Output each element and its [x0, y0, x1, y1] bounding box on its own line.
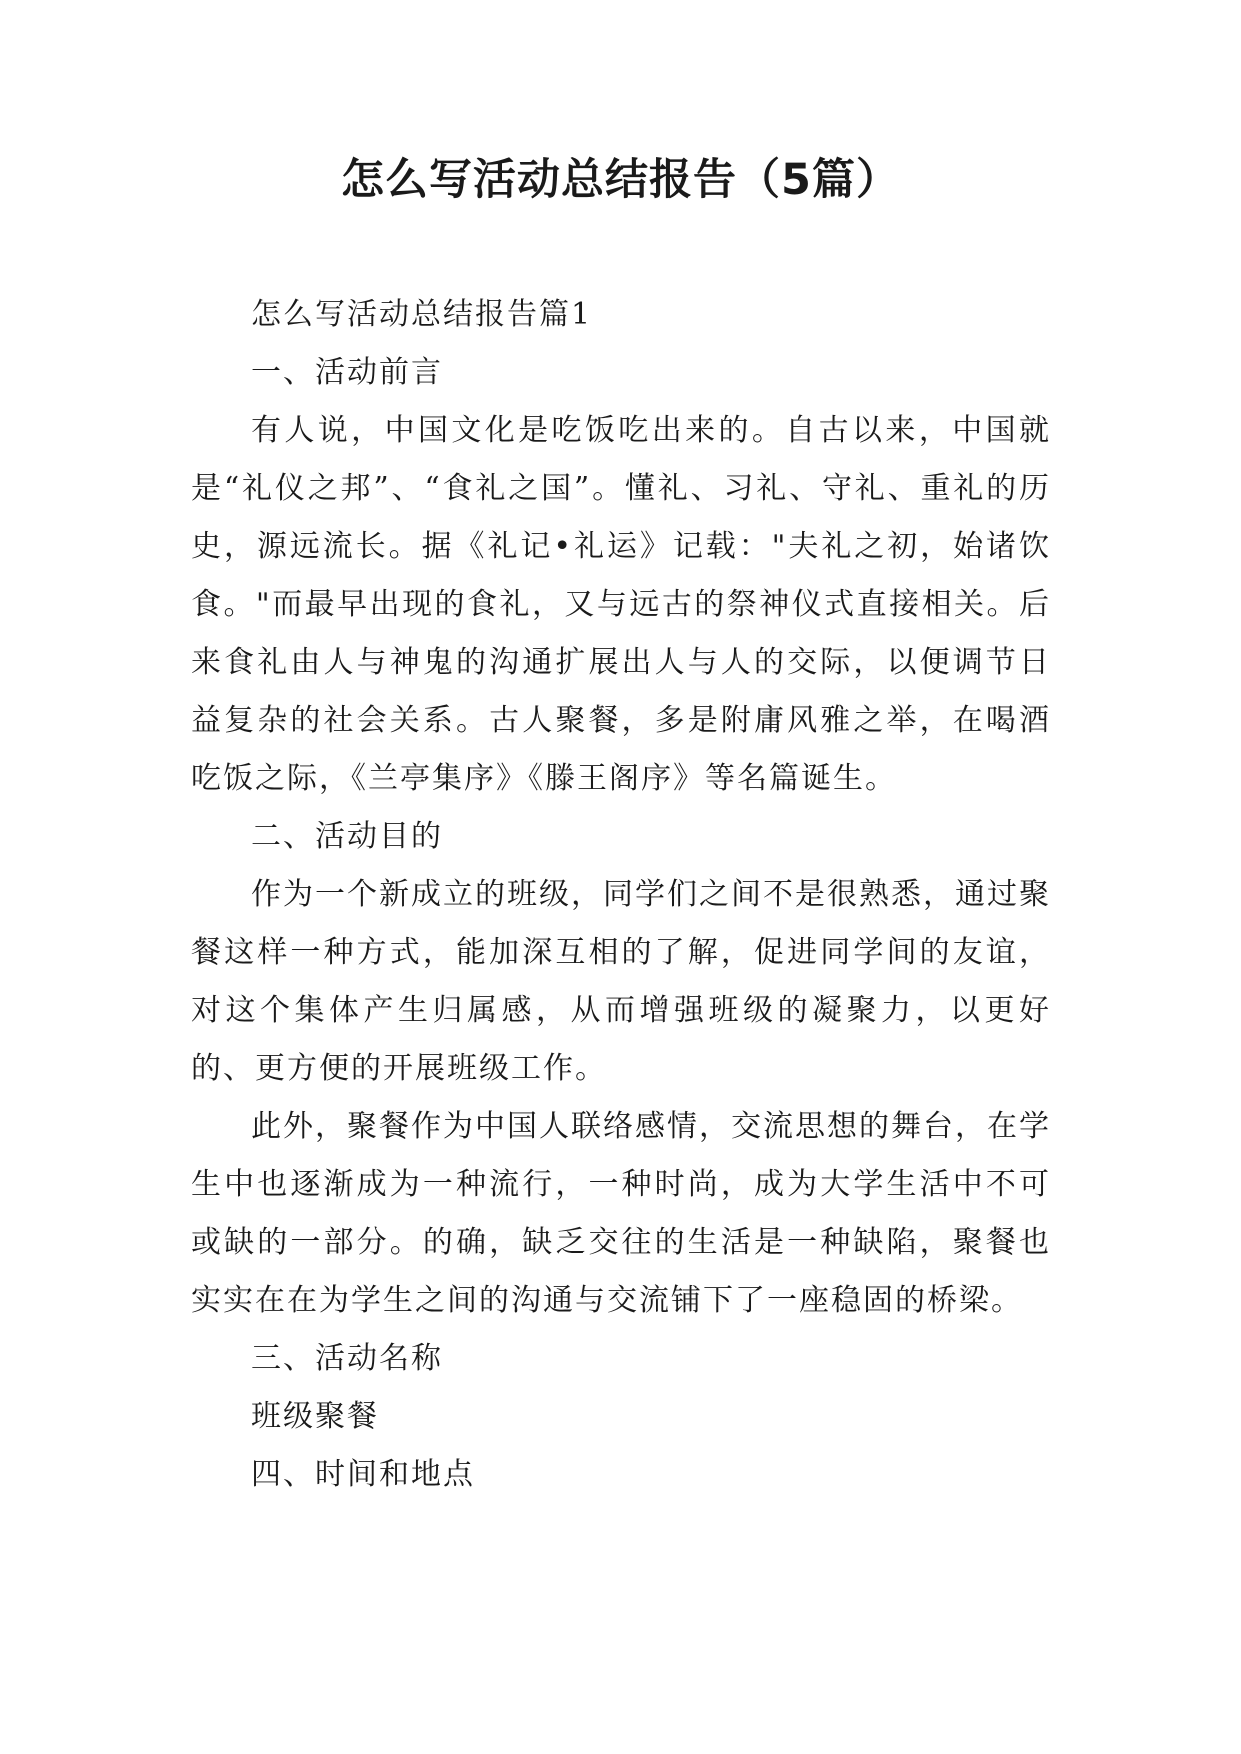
document-body	[191, 286, 1051, 1504]
paragraph-name: 班级聚餐	[251, 1399, 379, 1434]
subheading-purpose: 二、活动目的	[251, 819, 443, 854]
subheading-name: 三、活动名称	[251, 1341, 443, 1376]
paragraph-purpose: 作为一个新成立的班级，同学们之间不是很熟悉，通过聚餐这样一种方式，能加深互相的了解，促进同学间的友谊，对这个集体产生归属感，从而增强班级的凝聚力，以更好的、更方便的开展班级工作。	[191, 877, 1051, 1086]
section-heading: 怎么写活动总结报告篇1	[251, 297, 593, 332]
paragraph-additional: 此外，聚餐作为中国人联络感情，交流思想的舞台，在学生中也逐渐成为一种流行，一种时尚，成为大学生活中不可或缺的一部分。的确，缺乏交往的生活是一种缺陷，聚餐也实实在在为学生之间的沟通与交流铺下了一座稳固的桥梁。	[191, 1109, 1051, 1318]
paragraph-preface: 有人说，中国文化是吃饭吃出来的。自古以来，中国就是“礼仪之邦”、“食礼之国”。懂礼、习礼、守礼、重礼的历史，源远流长。据《礼记•礼运》记载："夫礼之初，始诸饮食。"而最早出现的食礼，又与远古的祭神仪式直接相关。后来食礼由人与神鬼的沟通扩展出人与人的交际，以便调节日益复杂的社会关系。古人聚餐，多是附庸风雅之举，在喝酒吃饭之际，《兰亭集序》《滕王阁序》等名篇诞生。	[191, 413, 1051, 796]
subheading-time-place: 四、时间和地点	[251, 1457, 475, 1492]
document-title: 怎么写活动总结报告（5篇）	[341, 155, 900, 205]
subheading-preface: 一、活动前言	[251, 355, 443, 390]
